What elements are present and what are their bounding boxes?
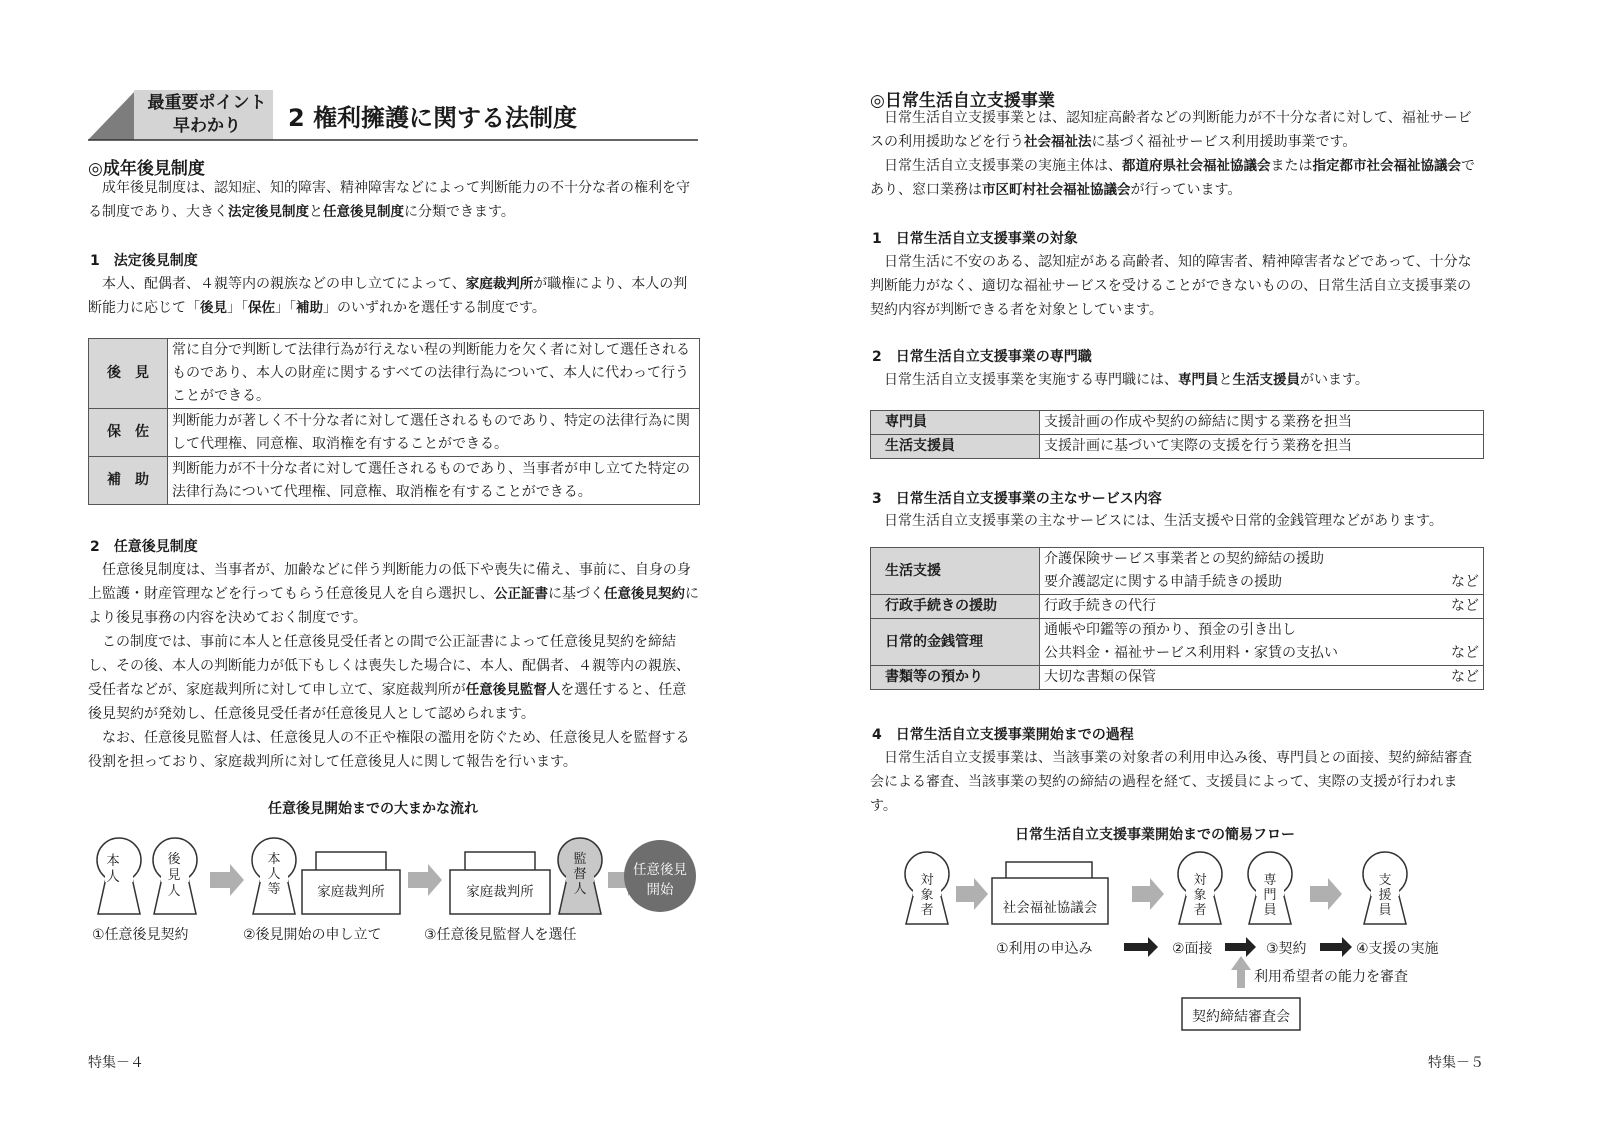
arrow-icon: [1132, 878, 1164, 910]
flow-label-honnin: 本人: [106, 853, 120, 885]
text: 公共料金・福祉サービス利用料・家賃の支払い: [1044, 645, 1338, 661]
bold-term: 指定都市社会福祉協議会: [1312, 158, 1461, 174]
flow-label-kouken: 後見人: [167, 852, 181, 899]
text: 」「: [275, 300, 296, 316]
text: 本人、配偶者、４親等内の親族などの申し立てによって、: [102, 276, 466, 292]
bold-term: 市区町村社会福祉協議会: [982, 182, 1131, 198]
text: が職権により、本人の判断能力に応じて「: [88, 276, 688, 316]
nado: など: [1451, 669, 1479, 685]
table-row: [871, 619, 1484, 666]
text: 日常生活に不安のある、認知症がある高齢者、知的障害者、精神障害者などであって、十分な判断能力がなく、適切な福祉サービスを受けることができないものの、日常生活自立支援事業の契約内容が判断できる者を対象としています。: [870, 254, 1472, 318]
text: と: [309, 204, 323, 220]
header-badge: [142, 92, 272, 138]
flow-step3: ③契約: [1266, 941, 1307, 957]
nado: など: [1451, 574, 1479, 590]
text: 日常生活自立支援事業の実施主体は、: [884, 158, 1122, 174]
flow-step2: ②後見開始の申し立て: [243, 927, 382, 943]
senmon-paragraph: [870, 368, 1484, 392]
flow-note: 利用希望者の能力を審査: [1254, 969, 1408, 985]
bold-term: 家庭裁判所: [465, 276, 534, 292]
text: が行っています。: [1130, 182, 1242, 198]
text: 日常生活自立支援事業は、当該事業の対象者の利用申込み後、専門員との面接、契約締結審査会による審査、当該事業の契約の締結の過程を経て、支援員によって、実際の支援が行われます。: [870, 750, 1472, 814]
bold-term: 専門員: [1178, 372, 1219, 388]
up-arrow-icon: [1231, 956, 1251, 988]
flow-step1: ①任意後見契約: [92, 927, 189, 943]
row-label: 書類等の預かり: [871, 666, 1040, 690]
text: 大切な書類の保管: [1044, 669, 1156, 685]
text: この制度では、事前に本人と任意後見受任者との間で公正証書によって任意後見契約を締結し、その後、本人の判断能力が低下もしくは喪失した場合に、本人、配偶者、４親等内の親族、受任者などが、家庭裁判所に対して申し立て、家庭裁判所が: [88, 634, 690, 698]
page-number: 特集－４: [88, 1055, 144, 1071]
text: を選任すると、任意後見契約が発効し、任意後見受任者が任意後見人として認められます。: [88, 682, 687, 722]
flow-label-shakyo: 社会福祉協議会: [1002, 900, 1098, 916]
row-label: 後 見: [89, 339, 168, 409]
text: 日常生活自立支援事業を実施する専門職には、: [884, 372, 1178, 388]
row-label: 補 助: [89, 457, 168, 505]
arrow-icon: [1225, 937, 1256, 957]
arrow-icon: [1124, 937, 1158, 957]
flow-step1: ①利用の申込み: [996, 941, 1093, 957]
table-row: [89, 409, 700, 457]
text: に基づく福祉サービス利用援助事業です。: [1091, 134, 1357, 150]
seinen-paragraph: [88, 176, 700, 224]
service-line: [1044, 571, 1479, 594]
row-label: 行政手続きの援助: [871, 595, 1040, 619]
section-heading-seinen: ◎成年後見制度: [88, 159, 205, 179]
text: 」「: [227, 300, 248, 316]
bold-term: 都道府県社会福祉協議会: [1122, 158, 1271, 174]
service-line: 介護保険サービス事業者との契約締結の援助: [1044, 551, 1324, 567]
flow-label-kantoku: 監督人: [573, 852, 587, 897]
bold-term: 保佐: [248, 300, 275, 316]
row-label: 保 佐: [89, 409, 168, 457]
nado: など: [1451, 645, 1479, 661]
taisho-paragraph: [870, 250, 1484, 322]
text: であり、窓口業務は: [870, 158, 1475, 198]
service-table: [870, 547, 1484, 690]
row-text: 常に自分で判断して法律行為が行えない程の判断能力を欠く者に対して選任されるものであり、本人の財産に関するすべての法律行為について、本人に代わって行うことができる。: [168, 339, 700, 409]
flow-caption: 日常生活自立支援事業開始までの簡易フロー: [1015, 827, 1295, 843]
text: がいます。: [1300, 372, 1369, 388]
flow-label-court2: 家庭裁判所: [466, 884, 534, 900]
text: に基づく: [548, 586, 604, 602]
row-text: 判断能力が著しく不十分な者に対して選任されるものであり、特定の法律行為に関して代理権、同意権、取消権を有することができる。: [168, 409, 700, 457]
flow-step4: ④支援の実施: [1356, 941, 1439, 957]
flow-label-court1: 家庭裁判所: [317, 884, 385, 900]
flow-caption: 任意後見開始までの大まかな流れ: [268, 801, 478, 817]
badge-line1: 最重要ポイント: [147, 93, 267, 113]
text: 日常生活自立支援事業の主なサービスには、生活支援や日常的金銭管理などがあります。: [884, 513, 1443, 529]
row-label: 生活支援: [871, 548, 1040, 595]
row-text: [1040, 619, 1484, 666]
flow-label-taishosha2: 対象者: [1193, 873, 1207, 918]
text: に分類できます。: [404, 204, 515, 220]
text: または: [1270, 158, 1313, 174]
bold-term: 任意後見制度: [323, 204, 404, 220]
flow-diagram-left: [88, 830, 708, 920]
page-title: 2 権利擁護に関する法制度: [288, 104, 578, 132]
bold-term: 法定後見制度: [228, 204, 309, 220]
subheading-nini: 2 任意後見制度: [90, 539, 198, 555]
text: 任意後見制度は、当事者が、加齢などに伴う判断能力の低下や喪失に備え、事前に、自身の身上監護・財産管理などを行ってもらう任意後見人を自ら選択し、: [88, 562, 691, 602]
arrow-icon: [408, 864, 442, 896]
text: と: [1218, 372, 1233, 388]
bold-term: 補助: [296, 300, 323, 316]
row-text: [1040, 595, 1484, 619]
bold-term: 社会福祉法: [1024, 134, 1092, 150]
badge-line2: 早わかり: [173, 116, 241, 136]
section-heading-nichijo: ◎日常生活自立支援事業: [870, 91, 1055, 111]
flow-label-senmonin: 専門員: [1263, 873, 1277, 918]
row-label: 生活支援員: [871, 435, 1040, 459]
subheading-houtei: 1 法定後見制度: [90, 253, 198, 269]
page-number: 特集－５: [1428, 1055, 1484, 1071]
row-label: 日常的金銭管理: [871, 619, 1040, 666]
table-row: [871, 411, 1484, 435]
row-text: [1040, 666, 1484, 690]
arrow-icon: [956, 878, 988, 910]
nini-paragraphs: [88, 558, 700, 774]
table-row: [871, 666, 1484, 690]
subheading-taisho: 1 日常生活自立支援事業の対象: [872, 231, 1078, 247]
text: 成年後見制度は、認知症、知的障害、精神障害などによって判断能力の不十分な者の権利を守る制度であり、大きく: [88, 180, 690, 220]
row-text: 支援計画の作成や契約の締結に関する業務を担当: [1040, 411, 1484, 435]
text: により後見事務の内容を決めておく制度です。: [88, 586, 699, 626]
flow-step3: ③任意後見監督人を選任: [424, 927, 577, 943]
text: なお、任意後見監督人は、任意後見人の不正や権限の濫用を防ぐため、任意後見人を監督する役割を担っており、家庭裁判所に対して任意後見人に関して報告を行います。: [88, 730, 690, 770]
flow-label-shinsakai: 契約締結審査会: [1192, 1009, 1290, 1025]
row-text: [1040, 548, 1484, 595]
table-row: [89, 339, 700, 409]
nado: など: [1451, 598, 1479, 614]
subheading-katei: 4 日常生活自立支援事業開始までの過程: [872, 727, 1134, 743]
senmon-table: [870, 410, 1484, 459]
flow-label-taishosha1: 対象者: [920, 873, 934, 918]
subheading-senmon: 2 日常生活自立支援事業の専門職: [872, 349, 1092, 365]
row-text: 判断能力が不十分な者に対して選任されるものであり、当事者が申し立てた特定の法律行為について代理権、同意権、取消権を有することができる。: [168, 457, 700, 505]
flow-label-start: 任意後見開始: [633, 862, 687, 898]
flow-step2: ②面接: [1172, 941, 1213, 957]
table-row: [871, 595, 1484, 619]
flow-label-shienin: 支援員: [1378, 873, 1392, 918]
arrow-icon: [1310, 878, 1342, 910]
bold-term: 任意後見監督人: [465, 682, 561, 698]
bold-term: 生活支援員: [1232, 372, 1300, 388]
arrow-icon: [210, 864, 244, 896]
houtei-table: [88, 338, 700, 505]
bold-term: 任意後見契約: [604, 586, 685, 602]
text: 」のいずれかを選任する制度です。: [323, 300, 546, 316]
houtei-paragraph: [88, 272, 700, 320]
arrow-icon: [1320, 937, 1352, 957]
service-line: 通帳や印鑑等の預かり、預金の引き出し: [1044, 622, 1296, 638]
bold-term: 公正証書: [494, 586, 548, 602]
table-row: [871, 435, 1484, 459]
service-line: [1044, 642, 1479, 665]
text: 行政手続きの代行: [1044, 598, 1156, 614]
row-label: 専門員: [871, 411, 1040, 435]
row-text: 支援計画に基づいて実際の支援を行う業務を担当: [1040, 435, 1484, 459]
service-paragraph: [870, 509, 1490, 533]
subheading-service: 3 日常生活自立支援事業の主なサービス内容: [872, 491, 1162, 507]
table-row: [871, 548, 1484, 595]
bold-term: 後見: [200, 300, 227, 316]
text: 要介護認定に関する申請手続きの援助: [1044, 574, 1282, 590]
right-page: [800, 0, 1600, 1130]
flow-label-honnin-tou: 本人等: [267, 852, 281, 897]
table-row: [89, 457, 700, 505]
nichijo-paragraphs: [870, 106, 1484, 202]
text: 日常生活自立支援事業とは、認知症高齢者などの判断能力が不十分な者に対して、福祉サービスの利用援助などを行う: [870, 110, 1472, 150]
katei-paragraph: [870, 746, 1484, 818]
